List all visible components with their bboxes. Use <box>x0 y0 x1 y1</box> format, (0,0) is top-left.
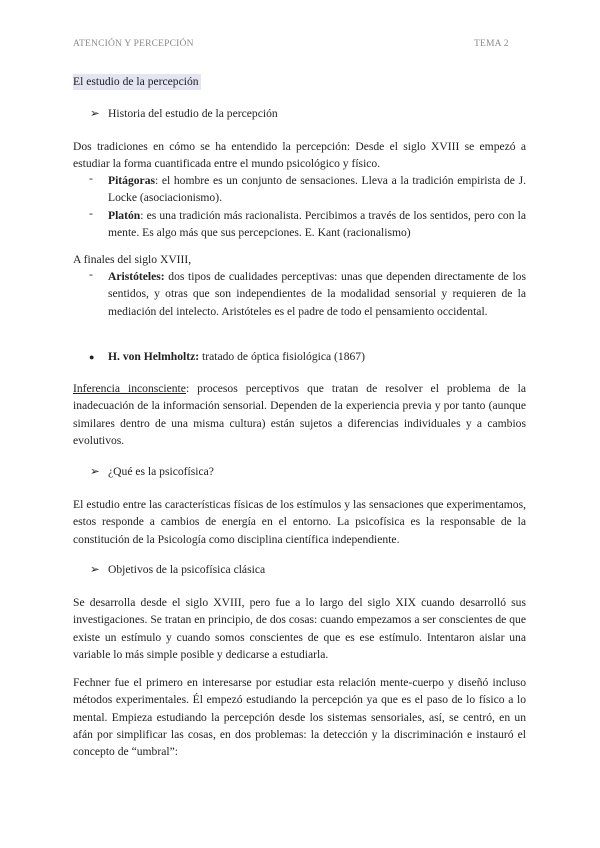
pitagoras-text: : el hombre es un conjunto de sensaciones. Lleva a la tradición empirista de J. Locke (asociacionismo). <box>108 174 526 205</box>
arrow-bullet-icon: ➢ <box>90 563 100 576</box>
list-item-platon <box>108 207 526 242</box>
aristoteles-text: dos tipos de cualidades perceptivas: unas que dependen directamente de los sentidos, y otras que son independientes de la modalidad sensorial y requieren de la mediación del intelecto. Aristóteles es el padre de todo el pensamiento occidental. <box>108 270 526 318</box>
header-subject: ATENCIÓN Y PERCEPCIÓN <box>73 39 194 49</box>
dash-bullet-icon: - <box>89 207 93 220</box>
platon-text: : es una tradición más racionalista. Percibimos a través de los sentidos, pero con la mente. Es algo más que sus percepciones. E. Kant (racionalismo) <box>108 209 526 240</box>
aristoteles-name: Aristóteles: <box>108 270 165 283</box>
inferencia-term: Inferencia inconsciente <box>73 382 186 395</box>
arrow-bullet-icon: ➢ <box>90 465 100 478</box>
pitagoras-name: Pitágoras <box>108 174 156 187</box>
platon-name: Platón <box>108 209 141 222</box>
paragraph-psicofisica: El estudio entre las características físicas de los estímulos y las sensaciones que experimentamos, estos responde a cambios de energía en el entorno. La psicofísica es la responsable de la constitución de la Psicología como disciplina científica independiente. <box>73 498 526 546</box>
helmholtz-name: H. von Helmholtz: <box>108 350 200 363</box>
subheading-objetivos-text: Objetivos de la psicofísica clásica <box>108 563 266 576</box>
dash-bullet-icon: - <box>89 268 93 281</box>
header-topic: TEMA 2 <box>474 39 509 49</box>
paragraph-inferencia <box>73 380 526 449</box>
subheading-psicofisica <box>90 464 214 478</box>
paragraph-finales: A finales del siglo XVIII, <box>73 253 192 266</box>
inferencia-text: : procesos perceptivos que tratan de resolver el problema de la inadecuación de la información sensorial. Dependen de la experiencia previa y por tanto (aunque similares dentro de una misma cultura) están sujetos a diferencias individuales y a cambios evolutivos. <box>73 382 527 447</box>
section-title <box>73 73 526 90</box>
dot-bullet-icon: ● <box>89 352 95 362</box>
helmholtz-text: tratado de óptica fisiológica (1867) <box>199 350 365 363</box>
subheading-objetivos <box>90 562 265 576</box>
subheading-historia <box>90 106 278 120</box>
dash-bullet-icon: - <box>89 172 93 185</box>
subheading-historia-text: Historia del estudio de la percepción <box>108 107 278 120</box>
subheading-psicofisica-text: ¿Qué es la psicofísica? <box>108 465 214 478</box>
list-item-pitagoras <box>108 172 526 207</box>
paragraph-objetivos: Se desarrolla desde el siglo XVIII, pero fue a lo largo del siglo XIX cuando desarrolló sus investigaciones. Se tratan en principio, de dos cosas: cuando empezamos a ser conscientes de que existe un estímulo y cuando somos conscientes de que es ese estímulo. Intentaron aislar una variable lo más simple posible y dedicarse a estudiarla. <box>73 596 526 661</box>
list-item-helmholtz <box>108 348 526 365</box>
section-title-text: El estudio de la percepción <box>73 75 199 88</box>
list-item-aristoteles <box>108 268 526 320</box>
paragraph-intro: Dos tradiciones en cómo se ha entendido la percepción: Desde el siglo XVIII se empezó a estudiar la forma cuantificada entre el mundo psicológico y físico. <box>73 140 526 171</box>
arrow-bullet-icon: ➢ <box>90 107 100 120</box>
paragraph-fechner: Fechner fue el primero en interesarse por estudiar esta relación mente-cuerpo y diseñó incluso métodos experimentales. Él empezó estudiando la percepción ya que es el paso de lo físico a lo mental. Empieza estudiando la percepción desde los sistemas sensoriales, así, se centró, en un afán por simplificar las cosas, en dos problemas: la detección y la discriminación e instauró el concepto de “umbral”: <box>73 676 526 759</box>
